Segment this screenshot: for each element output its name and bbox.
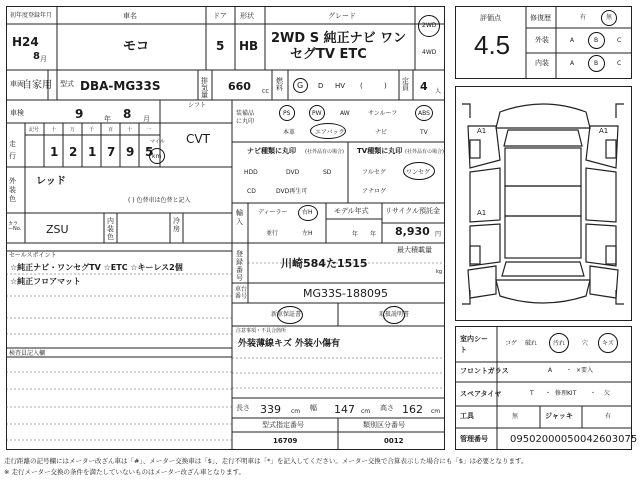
reg-year-label: 初年度登録年月 <box>10 12 53 19</box>
equipment-label: 装備品に丸印 <box>236 110 255 125</box>
mileage-head-10: 十 <box>127 127 133 133</box>
nav-cd: CD <box>247 188 256 195</box>
inspector-label: 検査員記入欄 <box>9 350 46 357</box>
tools-label: 工具 <box>460 412 474 420</box>
height-unit: cm <box>431 408 441 415</box>
mileage-head-sign: 記号 <box>29 127 40 133</box>
car-name: モコ <box>123 39 150 54</box>
mileage-head-100: 百 <box>108 127 114 133</box>
color-value: レッド <box>36 176 66 187</box>
exterior-grade-c: C <box>617 37 622 44</box>
exterior-grade-b: B <box>594 37 599 44</box>
equipment-airbag: エアバック <box>315 129 345 136</box>
grade-line-1: 2WD S 純正ナビ ワン <box>271 31 407 46</box>
inspection-label: 車検 <box>10 109 24 117</box>
model-label: 型式 <box>60 80 74 88</box>
mileage-digit: 7 <box>107 145 116 159</box>
mileage-head-100k: 十 <box>51 127 57 133</box>
new-warranty: 新車保証書 <box>271 311 302 318</box>
cooling-label: 冷房 <box>173 217 180 233</box>
fuel-d: D <box>318 82 324 90</box>
damage-mark: A1 <box>599 127 609 135</box>
nav-type-note: (社外品有の場合) <box>305 149 344 155</box>
fuel-paren-close: ) <box>384 82 387 90</box>
exterior-grade-a: A <box>570 37 575 44</box>
exterior-label: 外装 <box>535 36 549 44</box>
chassis-value: MG33S-188095 <box>303 287 388 300</box>
fuel-paren-open: ( <box>360 82 363 90</box>
tv-analog: アナログ <box>362 188 387 195</box>
management-label: 管理番号 <box>460 435 488 443</box>
mileage-digit: 1 <box>88 145 97 159</box>
reg-month: 8 <box>33 51 40 62</box>
windshield-replace: ×要入 <box>576 367 594 374</box>
recycle-yen: 円 <box>435 231 442 238</box>
equipment-navi: ナビ <box>375 129 388 136</box>
mileage-head-1: 一 <box>146 127 152 133</box>
nav-type-label: ナビ種類に丸印 <box>247 147 296 155</box>
width-label: 幅 <box>310 404 317 412</box>
length-label: 長さ <box>236 404 250 412</box>
equipment-sunroof: サンルーフ <box>368 110 398 117</box>
length-unit: cm <box>291 408 301 415</box>
chassis-label: 車台番号 <box>235 286 248 300</box>
management-number: 09502000050042603075 <box>510 434 638 445</box>
owner-manual: 取扱説明書 <box>379 311 410 318</box>
windshield-label: フロントガラス <box>460 367 509 375</box>
seat-tear: 破れ <box>525 340 538 347</box>
sales-points-label: セールスポイント <box>9 252 57 259</box>
equipment-tv: TV <box>420 129 428 136</box>
displacement-unit: CC <box>262 89 269 95</box>
car-name-label: 車名 <box>123 12 137 20</box>
nav-dvd: DVD <box>286 169 300 176</box>
model-year-label: モデル年式 <box>334 207 369 215</box>
capacity-value: 4 <box>420 80 428 93</box>
jack-value: 有 <box>605 413 612 420</box>
mileage-digit: 1 <box>50 145 59 159</box>
jack-label: ジャッキ <box>545 412 573 420</box>
windshield-a: A <box>548 367 553 374</box>
color-note: ( ) 色替車は色替と記入 <box>128 197 191 204</box>
length-value: 339 <box>260 403 281 416</box>
width-value: 147 <box>334 403 355 416</box>
grade-line-2: セグTV ETC <box>290 47 367 62</box>
color-code-label: カラーNo. <box>8 221 22 232</box>
nav-dvd-playback: DVD再生可 <box>276 188 308 195</box>
score-label: 評価点 <box>480 14 501 22</box>
reg-month-unit: 月 <box>40 55 47 63</box>
tv-oneseg: ワンセグ <box>406 169 431 176</box>
max-load-label: 最大積載量 <box>397 246 432 254</box>
inspection-year: 9 <box>75 107 84 121</box>
tv-type-label: TV種類に丸印 <box>357 147 403 155</box>
spare-t: T <box>530 390 534 397</box>
spare-missing: 欠 <box>604 390 611 397</box>
displacement-value: 660 <box>228 80 251 93</box>
interior-color-label: 内装色 <box>107 217 114 241</box>
seat-stain: 汚れ <box>553 340 566 347</box>
recycle-value: 8,930 <box>395 225 430 238</box>
class-number-label: 類別区分番号 <box>363 421 405 429</box>
notes-value: 外装薄線キズ 外装小傷有 <box>238 339 340 349</box>
repair-no: 無 <box>606 14 613 21</box>
import-parallel: 並行 <box>266 230 279 237</box>
damage-mark: A1 <box>477 209 487 217</box>
windshield-dot: ・ <box>566 367 573 374</box>
width-unit: cm <box>361 408 371 415</box>
type-number: 16709 <box>273 437 298 445</box>
inspection-month: 8 <box>123 107 132 121</box>
interior-label: 内装 <box>535 59 549 67</box>
spare-dot: ・ <box>545 390 552 397</box>
notes-label: 注意事項・不具合箇所 <box>236 328 287 334</box>
mileage-mile-unit: マイル <box>150 139 165 145</box>
mileage-digit: 2 <box>69 145 78 159</box>
fuel-hv: HV <box>335 82 346 90</box>
inspection-month-unit: 月 <box>143 115 150 123</box>
color-code: ZSU <box>46 223 69 236</box>
repair-yes: 有 <box>580 14 587 21</box>
shift-label: シフト <box>188 102 207 109</box>
wheel-left: 左H <box>302 230 313 237</box>
mileage-head-10k: 万 <box>70 127 76 133</box>
spare-dot-2: ・ <box>590 390 597 397</box>
model-year-unit: 年 <box>352 231 359 238</box>
shape-value: HB <box>239 39 259 53</box>
sales-point-line-1: ☆純正ナビ・ワンセグTV ☆ETC ☆キーレス2個 <box>10 263 183 272</box>
fuel-label: 燃料 <box>276 77 283 92</box>
sales-point-line-2: ☆純正フロアマット <box>10 277 81 286</box>
tv-fullseg: フルセグ <box>362 169 386 176</box>
doors-label: ドア <box>213 12 227 20</box>
drive-2wd: 2WD <box>422 22 437 29</box>
color-label: 外装色 <box>9 177 16 203</box>
wheel-right: 右H <box>302 209 313 216</box>
max-load-unit: kg <box>436 269 443 275</box>
tv-type-note: (社外品有の場合) <box>405 149 444 155</box>
capacity-unit: 人 <box>435 88 442 95</box>
shape-label: 形状 <box>240 12 254 20</box>
height-value: 162 <box>402 403 423 416</box>
registration-value: 川崎584た1515 <box>281 257 368 270</box>
equipment-leather: 本革 <box>283 129 296 136</box>
reg-year: H24 <box>12 35 39 49</box>
height-label: 高さ <box>380 404 394 412</box>
seat-hole: 穴 <box>582 340 589 347</box>
mileage-head-1k: 千 <box>89 127 95 133</box>
mileage-label: 走行 <box>9 140 16 160</box>
model-year-unit-2: 年 <box>370 231 377 238</box>
interior-grade-a: A <box>570 60 575 67</box>
grade-label: グレード <box>328 12 356 20</box>
seat-scratch: キズ <box>602 340 614 347</box>
equipment-pw: PW <box>312 110 322 117</box>
seat-burn: コゲ <box>505 340 518 347</box>
mileage-km-unit: km <box>152 153 162 160</box>
import-label: 輸入 <box>236 209 243 226</box>
interior-grade-b: B <box>594 60 599 67</box>
repair-history-label: 修復歴 <box>530 14 551 22</box>
equipment-ps: PS <box>283 110 291 117</box>
spare-repair-kit: 修理KIT <box>555 390 577 397</box>
equipment-abs: ABS <box>418 110 430 117</box>
footer-note-1: 走行距離の記号欄にはメーター改ざん車は「#」、メーター交換車は「$」、走行不明車は「*」を記入してください。メーター交換で合算表示した場合にも「$」は必要となります。 <box>4 457 528 465</box>
class-number: 0012 <box>384 437 404 445</box>
recycle-label: リサイクル預託金 <box>385 207 441 215</box>
footer-note-2: ※ 走行メーター交換の条件を満たしていないものはメーター改ざん車となります。 <box>4 468 245 476</box>
spare-tire-label: スペアタイヤ <box>460 390 502 398</box>
registration-label: 登録番号 <box>236 250 243 282</box>
mileage-digit: 9 <box>126 145 135 159</box>
mileage-digit: 5 <box>145 145 154 159</box>
model-value: DBA-MG33S <box>80 79 161 93</box>
import-dealer: ディーラー <box>258 209 288 216</box>
use-value: 自家用 <box>22 80 52 91</box>
capacity-label: 定員 <box>402 77 409 92</box>
nav-sd: SD <box>323 169 332 176</box>
tools-value: 無 <box>512 413 519 420</box>
doors-value: 5 <box>216 39 225 53</box>
displacement-label: 排気量 <box>201 77 208 99</box>
nav-hdd: HDD <box>244 169 258 176</box>
score-value: 4.5 <box>474 30 511 60</box>
shift-value: CVT <box>186 132 210 146</box>
fuel-g: G <box>297 81 304 90</box>
interior-grade-c: C <box>617 60 622 67</box>
drive-4wd: 4WD <box>422 49 437 56</box>
damage-mark: A1 <box>477 127 487 135</box>
type-number-label: 型式指定番号 <box>262 421 304 429</box>
use-label: 車両 <box>10 80 24 88</box>
seat-label: 室内シート <box>460 335 488 354</box>
inspection-year-unit: 年 <box>104 115 111 123</box>
equipment-aw: AW <box>340 110 350 117</box>
